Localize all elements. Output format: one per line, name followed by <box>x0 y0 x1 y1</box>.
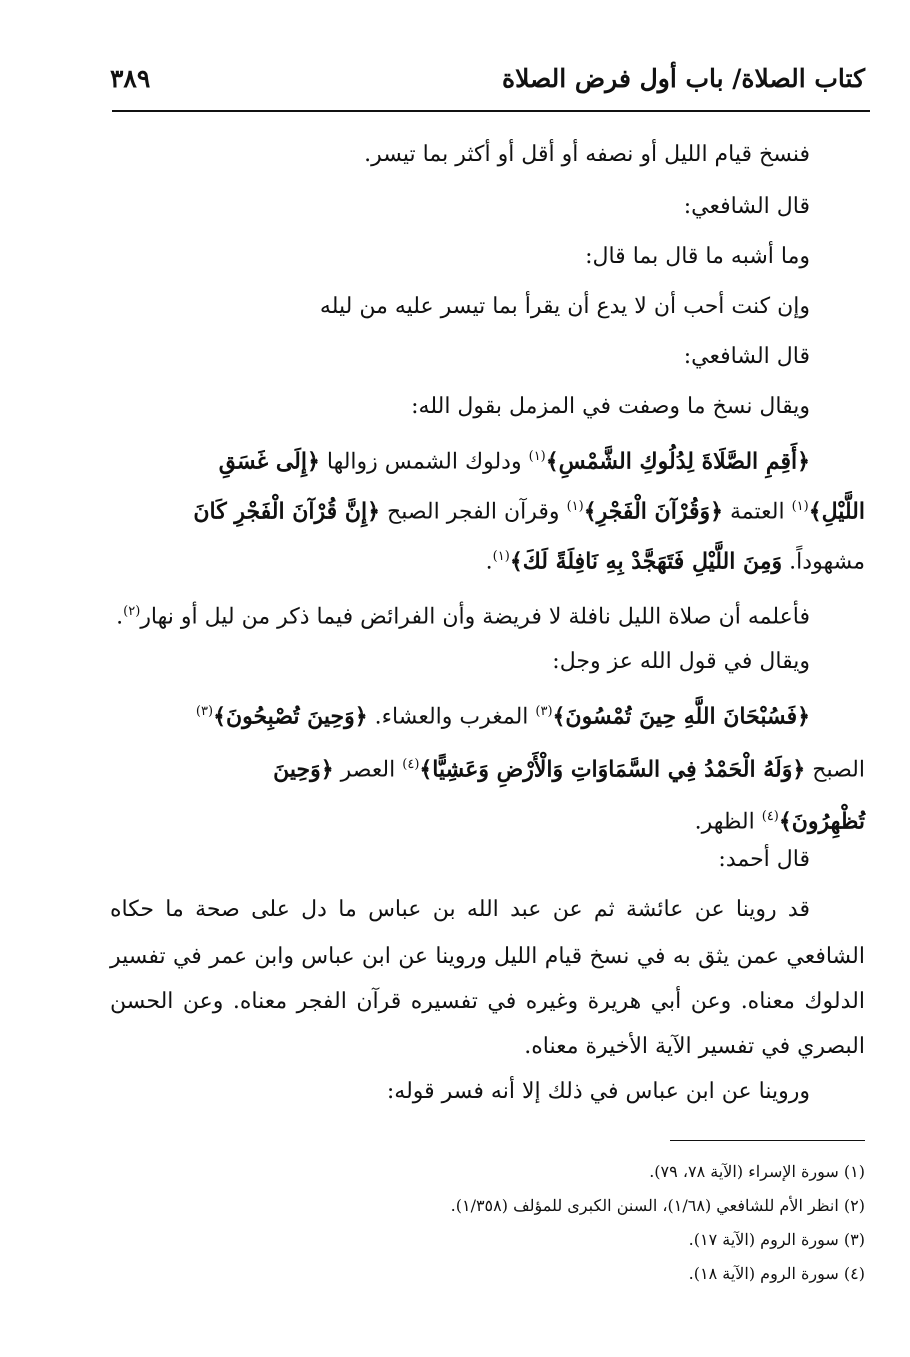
text-line: ويقال نسخ ما وصفت في المزمل بقول الله: <box>411 394 810 419</box>
footnote-ref: (١) <box>528 449 546 464</box>
text-line: قد روينا عن عائشة ثم عن عبد الله بن عباس ما دل على صحة ما حكاه <box>110 897 810 922</box>
quran-verse: ﴿فَسُبْحَانَ اللَّهِ حِينَ تُمْسُونَ﴾ <box>552 703 810 730</box>
quran-verse: ﴿وَلَهُ الْحَمْدُ فِي السَّمَاوَاتِ وَالْأَرْضِ وَعَشِيًّا﴾ <box>419 756 806 783</box>
text-line: قال الشافعي: <box>683 344 810 369</box>
text-line: وروينا عن ابن عباس في ذلك إلا أنه فسر قوله: <box>386 1079 810 1104</box>
text-line: وما أشبه ما قال بما قال: <box>585 244 810 269</box>
text-line: الدلوك معناه. وعن أبي هريرة وغيره في تفسيره قرآن الفجر معناه. وعن الحسن <box>110 989 865 1014</box>
text-run: وقرآن الفجر الصبح <box>380 499 567 525</box>
quran-verse: تُظْهِرُونَ﴾ <box>778 808 865 835</box>
footnote-ref: (٤) <box>761 809 779 824</box>
running-header <box>110 60 865 108</box>
footnote-ref: (٣) <box>535 704 553 719</box>
text-line: ويقال في قول الله عز وجل: <box>552 649 810 674</box>
footnote-rule <box>670 1140 865 1141</box>
text-line: فنسخ قيام الليل أو نصفه أو أقل أو أكثر بما تيسر. <box>364 142 810 167</box>
quran-verse: اللَّيْلِ﴾ <box>808 498 865 525</box>
footnote: (٣) سورة الروم (الآية ١٧). <box>688 1230 865 1249</box>
text-line: قال الشافعي: <box>683 194 810 219</box>
quran-verse: ﴿وَقُرْآنَ الْفَجْرِ﴾ <box>583 498 723 525</box>
footnote: (١) سورة الإسراء (الآية ٧٨، ٧٩). <box>649 1162 865 1181</box>
text-run: مشهوداً. <box>782 549 865 575</box>
quran-verse: ﴿وَحِينَ <box>273 756 334 783</box>
quran-verse: ﴿وَحِينَ تُصْبِحُونَ﴾ <box>213 703 368 730</box>
text-line: الشافعي عمن يثق به في نسخ قيام الليل وروينا عن ابن عباس وابن عمر في تفسير <box>110 944 865 969</box>
text-run: الظهر. <box>694 809 762 835</box>
quran-verse: ﴿إِلَى غَسَقِ <box>218 448 320 475</box>
footnote: (٤) سورة الروم (الآية ١٨). <box>688 1264 865 1283</box>
text-line <box>110 800 865 839</box>
text-run: . <box>116 604 124 630</box>
quran-verse: وَمِنَ اللَّيْلِ فَتَهَجَّدْ بِهِ نَافِلَةً لَكَ﴾ <box>509 548 783 575</box>
footnote-ref: (٤) <box>402 757 420 772</box>
text-line: قال أحمد: <box>718 847 810 872</box>
text-run: المغرب والعشاء. <box>367 704 536 730</box>
footnote-ref: (١) <box>566 499 584 514</box>
quran-verse: ﴿أَقِمِ الصَّلَاةَ لِدُلُوكِ الشَّمْسِ﴾ <box>545 448 810 475</box>
text-run: العتمة <box>722 499 792 525</box>
text-line <box>110 748 865 787</box>
text-line <box>110 440 810 479</box>
text-run: ودلوك الشمس زوالها <box>319 449 529 475</box>
text-line: البصري في تفسير الآية الأخيرة معناه. <box>524 1034 865 1059</box>
text-line: وإن كنت أحب أن لا يدع أن يقرأ بما تيسر عليه من ليله <box>319 294 810 319</box>
running-title: كتاب الصلاة/ باب أول فرض الصلاة <box>501 64 865 93</box>
text-run: فأعلمه أن صلاة الليل نافلة لا فريضة وأن الفرائض فيما ذكر من ليل أو نهار <box>140 604 810 630</box>
text-line <box>110 540 865 579</box>
text-run: . <box>485 549 493 575</box>
footnote-ref: (١) <box>791 499 809 514</box>
header-rule <box>112 110 870 112</box>
footnote-ref: (٢) <box>123 604 141 619</box>
text-run: العصر <box>333 757 403 783</box>
text-line <box>110 490 865 529</box>
footnote: (٢) انظر الأم للشافعي (١/٦٨)، السنن الكبرى للمؤلف (١/٣٥٨). <box>450 1196 865 1215</box>
footnote-ref: (١) <box>492 549 510 564</box>
page-number: ٣٨٩ <box>110 64 151 93</box>
text-line <box>110 695 810 734</box>
text-run: الصبح <box>805 757 865 783</box>
quran-verse: ﴿إِنَّ قُرْآنَ الْفَجْرِ كَانَ <box>193 498 381 525</box>
footnote-ref: (٣) <box>195 704 214 719</box>
text-line <box>110 595 810 634</box>
